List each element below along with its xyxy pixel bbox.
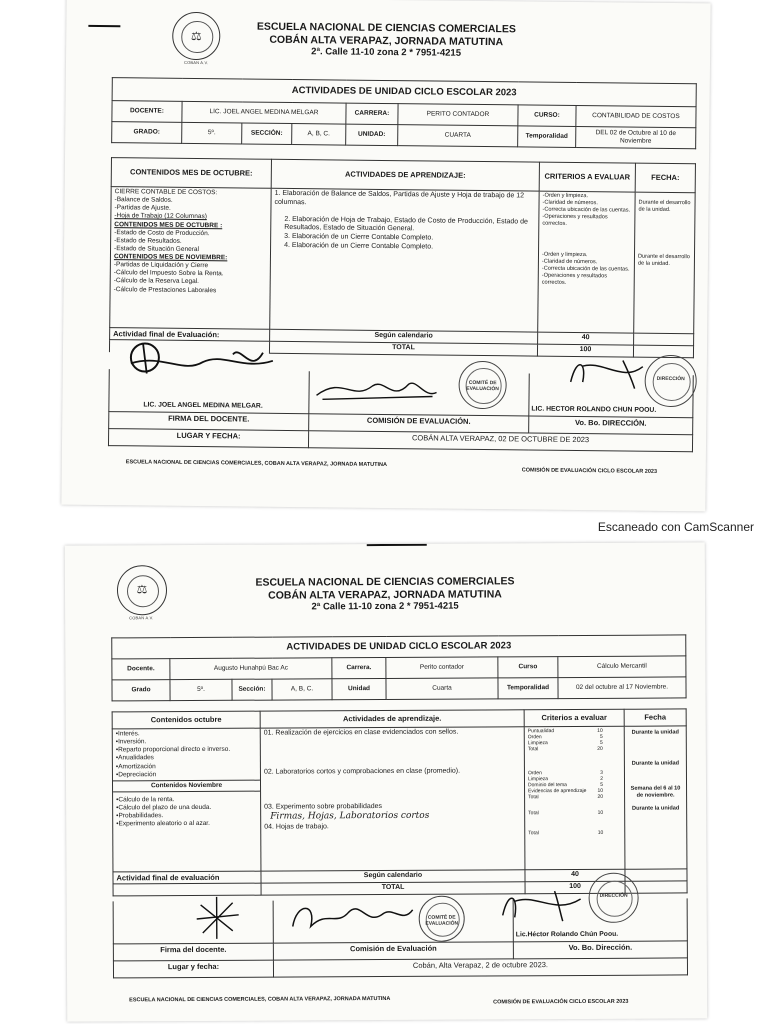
info-table — [111, 634, 686, 701]
content-item: • Inversión. — [116, 738, 257, 747]
school-address: 2ª. Calle 11-10 zona 2 * 7951-4215 — [311, 46, 462, 59]
grado-label: GRADO: — [112, 122, 182, 144]
actividades-header: Actividades de aprendizaje. — [260, 710, 524, 728]
director-name: Lic.Héctor Rolando Chún Poou. — [515, 930, 619, 938]
activity-item: 1. Elaboración de Balance de Saldos, Partidas de Ajuste y Hoja de trabajo de 12 columnas. — [274, 189, 525, 206]
activities-cell — [270, 188, 539, 332]
content-table — [112, 708, 688, 896]
docente-value: LIC. JOEL ANGEL MEDINA MELGAR — [182, 101, 346, 124]
criteria-name: Puntualidad — [527, 728, 555, 735]
criterios-header: Criterios a evaluar — [524, 709, 624, 727]
director-name: LIC. HECTOR ROLANDO CHUN POOU. — [531, 405, 657, 414]
criteria-name: Limpieza — [527, 776, 549, 783]
handwritten-note: Firmas, Hojas, Laboratorios cortos — [270, 811, 430, 822]
criteria-points: 10 — [597, 787, 604, 794]
edge-mark — [88, 25, 120, 27]
criteria-line: -Correcta ubicación de las cuentas. — [541, 265, 630, 273]
direccion-stamp — [588, 873, 638, 923]
grado-value: 5º. — [170, 679, 232, 700]
firma-label: Firma del docente. — [113, 943, 273, 961]
fecha-line: Durante el desarrollo de la unidad. — [637, 253, 690, 267]
stamp-text: COMITÉ DE EVALUACIÓN — [425, 914, 459, 927]
content-item: • Cálculo de la renta. — [116, 796, 257, 805]
criterios-header: CRITERIOS A EVALUAR — [539, 162, 635, 192]
criteria-name: Total — [528, 794, 539, 801]
director-signature — [563, 352, 653, 393]
stamp-text: COMITÉ DE EVALUACIÓN — [466, 380, 499, 393]
carrera-value: Perito contador — [386, 657, 498, 679]
final-points: 40 — [538, 332, 634, 345]
logo-caption: COBAN A.V. — [183, 59, 209, 66]
grado-value: 5º. — [182, 122, 242, 144]
footer-school: ESCUELA NACIONAL DE CIENCIAS COMERCIALES, COBAN ALTA VERAPAZ, JORNADA MATUTINA — [125, 459, 387, 469]
criteria-line: -Operaciones y resultados correctos. — [541, 272, 608, 286]
content-line: CIERRE CONTABLE DE COSTOS: — [114, 188, 218, 197]
content-item: • Experimento aleatorio o al azar. — [116, 820, 257, 829]
criteria-name: Evidencias de aprendizaje — [528, 787, 587, 795]
school-name: ESCUELA NACIONAL DE CIENCIAS COMERCIALES — [255, 575, 515, 589]
lugar-value: COBÁN ALTA VERAPAZ, 02 DE OCTUBRE DE 2023 — [308, 431, 692, 452]
total-label: TOTAL — [261, 882, 525, 895]
content-line: -Estado de Situación General — [114, 245, 199, 253]
form-title: ACTIVIDADES DE UNIDAD CICLO ESCOLAR 2023 — [112, 78, 696, 107]
content-line: -Partidas de Ajuste. — [114, 204, 171, 212]
comision-signature — [287, 896, 417, 937]
criteria-points: 5 — [600, 739, 603, 746]
criteria-group — [528, 728, 621, 752]
firma-label: FIRMA DEL DOCENTE. — [109, 412, 309, 431]
unidad-label: Unidad — [332, 678, 386, 699]
criteria-line: -Orden y limpieza. — [541, 251, 588, 259]
temporalidad-value: 02 del octubre al 17 Noviembre. — [558, 677, 686, 699]
fecha-header: Fecha — [624, 709, 686, 726]
contents-cell — [110, 187, 271, 330]
lugar-label: LUGAR Y FECHA: — [108, 429, 308, 448]
segun-calendario: Según calendario — [270, 329, 538, 344]
actividades-header: ACTIVIDADES DE APRENDIZAJE: — [271, 159, 539, 191]
school-header — [226, 20, 546, 60]
comision-stamp — [458, 361, 507, 410]
final-label: Actividad final de Evaluación: — [110, 328, 270, 342]
fecha-cell — [624, 726, 687, 869]
content-item: • Amortización — [116, 762, 257, 771]
curso-value: Cálculo Mercantil — [558, 656, 686, 678]
content-subheader: CONTENIDOS MES DE NOVIEMBRE: — [113, 253, 228, 262]
fecha-line: Semana del 6 al 10 de noviembre. — [630, 785, 681, 799]
criteria-name: Orden — [527, 770, 542, 777]
docente-value: Augusto Hunahpú Bac Ac — [170, 658, 332, 680]
content-line: -Partidas de Liquidación y Cierre — [113, 261, 209, 270]
activity-item: 3. Elaboración de un Cierre Contable Completo. — [284, 232, 434, 242]
school-logo: ⚖ — [117, 565, 167, 615]
temporalidad-label: Temporalidad — [518, 126, 576, 148]
criteria-group — [528, 830, 621, 836]
criteria-points: 10 — [597, 829, 604, 836]
november-subheader: Contenidos Noviembre — [113, 779, 260, 792]
criteria-row — [528, 830, 621, 836]
criteria-line: -Orden y limpieza. — [542, 192, 589, 200]
criteria-name: Total — [527, 746, 539, 753]
form-title: ACTIVIDADES DE UNIDAD CICLO ESCOLAR 2023 — [112, 635, 686, 659]
scanned-page-2 — [65, 542, 707, 1021]
criteria-points: 20 — [597, 793, 604, 800]
seccion-label: Sección: — [232, 679, 272, 700]
activity-item: 04. Hojas de trabajo. — [264, 822, 329, 831]
temporalidad-label: Temporalidad — [498, 678, 558, 699]
content-item: • Probabilidades. — [116, 812, 257, 821]
carrera-value: PERITO CONTADOR — [398, 104, 518, 126]
content-item: • Reparto proporcional directo e inverso. — [116, 746, 257, 755]
criteria-cell — [524, 726, 625, 870]
total-points: 100 — [525, 882, 625, 894]
criteria-cell — [538, 191, 635, 333]
criteria-points: 10 — [597, 809, 604, 816]
director-signature — [497, 885, 587, 925]
criteria-points: 20 — [597, 745, 603, 752]
activity-item: 01. Realización de ejercicios en clase evidenciados con sellos. — [263, 728, 459, 737]
unidad-label: UNIDAD: — [346, 124, 398, 146]
logo-caption: COBAN A.V. — [129, 615, 154, 621]
criteria-line: -Claridad de números. — [541, 258, 598, 266]
footer-comision: COMISIÓN DE EVALUACIÓN CICLO ESCOLAR 2023 — [493, 998, 629, 1006]
scanned-page-1 — [61, 0, 710, 511]
school-header — [225, 575, 545, 613]
docente-signature — [123, 333, 294, 385]
vobo-label: Vo. Bo. Dirección. — [513, 941, 687, 959]
final-points: 40 — [525, 869, 625, 882]
criteria-name: Total — [528, 810, 539, 817]
content-line: -Cálculo de la Reserva Legal. — [113, 277, 200, 286]
criteria-line: -Claridad de números. — [542, 199, 598, 207]
criteria-points: 3 — [600, 769, 603, 776]
lugar-value: Cobán, Alta Verapaz, 2 de octubre 2023. — [273, 958, 687, 977]
criteria-line: -Operaciones y resultados correctos. — [542, 213, 608, 227]
comision-stamp — [419, 896, 465, 942]
total-points: 100 — [537, 344, 633, 357]
fecha-header: FECHA: — [635, 163, 695, 193]
school-logo: ⚖ — [172, 12, 221, 61]
docente-name: LIC. JOEL ANGEL MEDINA MELGAR. — [143, 400, 263, 410]
school-name: ESCUELA NACIONAL DE CIENCIAS COMERCIALES — [256, 20, 516, 36]
criteria-points: 2 — [600, 775, 604, 782]
contents-cell — [112, 728, 261, 872]
content-table — [109, 157, 696, 358]
comision-signature — [312, 371, 442, 408]
footer-school: ESCUELA NACIONAL DE CIENCIAS COMERCIALES, COBAN ALTA VERAPAZ, JORNADA MATUTINA — [129, 995, 391, 1004]
content-line: -Cálculo del Impuesto Sobre la Renta. — [113, 269, 224, 278]
seccion-value: A, B, C. — [292, 124, 346, 146]
criteria-name: Limpieza — [527, 740, 548, 747]
seccion-label: SECCIÒN: — [242, 123, 292, 145]
activity-item: 2. Elaboración de Hoja de Trabajo, Estado de Costo de Producción, Estado de Resultados, Estado de Situación General. — [284, 215, 528, 233]
segun-calendario: Según calendario — [261, 870, 525, 884]
docente-label: DOCENTE: — [112, 101, 182, 123]
grado-label: Grado — [112, 680, 170, 701]
criteria-line: -Correcta ubicación de las cuentas. — [542, 206, 631, 214]
docente-signature — [187, 895, 247, 941]
stamp-text: DIRECCIÓN — [599, 892, 628, 900]
comision-label: Comisión de Evaluación — [273, 942, 513, 960]
criteria-group — [528, 770, 621, 800]
criteria-points: 5 — [600, 781, 604, 788]
content-item: • Depreciación — [116, 770, 257, 779]
info-table — [111, 77, 697, 149]
content-subheader: CONTENIDOS MES DE OCTUBRE : — [114, 220, 223, 229]
content-item: • Cálculo del plazo de una deuda. — [116, 804, 257, 813]
final-label: Actividad final de evaluación — [113, 871, 261, 884]
content-line: -Estado de Resultados. — [114, 236, 182, 245]
activity-item: 03. Experimento sobre probabilidades — [264, 802, 383, 811]
carrera-label: Carrera. — [332, 657, 386, 678]
activity-item: 02. Laboratorios cortos y comprobaciones en clase (promedio). — [263, 767, 461, 776]
fecha-line: Durante la unidad — [631, 760, 680, 767]
criteria-points: 10 — [597, 727, 603, 734]
content-line: -Cálculo de Prestaciones Laborales — [113, 285, 217, 294]
school-city: COBÁN ALTA VERAPAZ, JORNADA MATUTINA — [269, 33, 504, 48]
november-contents — [113, 792, 260, 833]
content-item: • Interés. — [116, 730, 257, 739]
seccion-value: A, B, C. — [272, 679, 332, 700]
vobo-label: Vo. Bo. DIRECCIÓN. — [529, 416, 693, 435]
school-address: 2ª Calle 11-10 zona 2 * 7951-4215 — [311, 600, 459, 613]
contenidos-header: Contenidos octubre — [112, 711, 260, 729]
docente-label: Docente. — [112, 659, 170, 680]
carrera-label: CARRERA: — [346, 103, 398, 125]
fecha-line: Durante la unidad — [632, 805, 680, 812]
october-contents — [113, 729, 260, 781]
fecha-line: Durante el desarrollo de la unidad. — [638, 199, 691, 213]
comision-label: COMISIÓN DE EVALUACIÓN. — [309, 414, 529, 433]
curso-label: CURSO: — [518, 105, 576, 127]
content-line: -Balance de Saldos. — [114, 196, 173, 204]
fecha-cell — [634, 192, 695, 334]
stamp-text: DIRECCIÓN — [656, 375, 685, 383]
unidad-value: Cuarta — [386, 678, 498, 700]
curso-label: Curso — [498, 657, 558, 678]
fecha-line: Durante la unidad — [631, 729, 679, 736]
activities-cell — [260, 727, 525, 871]
total-label: TOTAL — [269, 342, 537, 357]
lugar-label: Lugar y fecha: — [113, 960, 273, 978]
content-item: • Anualidades — [116, 754, 257, 763]
unidad-value: CUARTA — [398, 125, 518, 147]
content-line: -Hoja de Trabajo (12 Columnas) — [114, 212, 207, 221]
criteria-name: Orden — [527, 734, 542, 741]
contenidos-header: CONTENIDOS MES DE OCTUBRE: — [111, 158, 271, 189]
curso-value: CONTABILIDAD DE COSTOS — [576, 105, 696, 127]
content-line: -Estado de Costo de Producción. — [114, 228, 210, 237]
criteria-name: Total — [528, 830, 539, 837]
footer-comision: COMISIÓN DE EVALUACIÓN CICLO ESCOLAR 2023 — [521, 467, 658, 475]
edge-mark — [367, 544, 427, 546]
criteria-name: Dominio del tema — [528, 782, 567, 789]
criteria-points: 5 — [599, 733, 603, 740]
school-city: COBÁN ALTA VERAPAZ, JORNADA MATUTINA — [268, 587, 502, 602]
activity-item: 4. Elaboración de un Cierre Contable Completo. — [284, 241, 434, 251]
temporalidad-value: DEL 02 de Octubre al 10 de Noviembre — [576, 126, 696, 148]
camscanner-watermark: Escaneado con CamScanner — [597, 520, 754, 534]
